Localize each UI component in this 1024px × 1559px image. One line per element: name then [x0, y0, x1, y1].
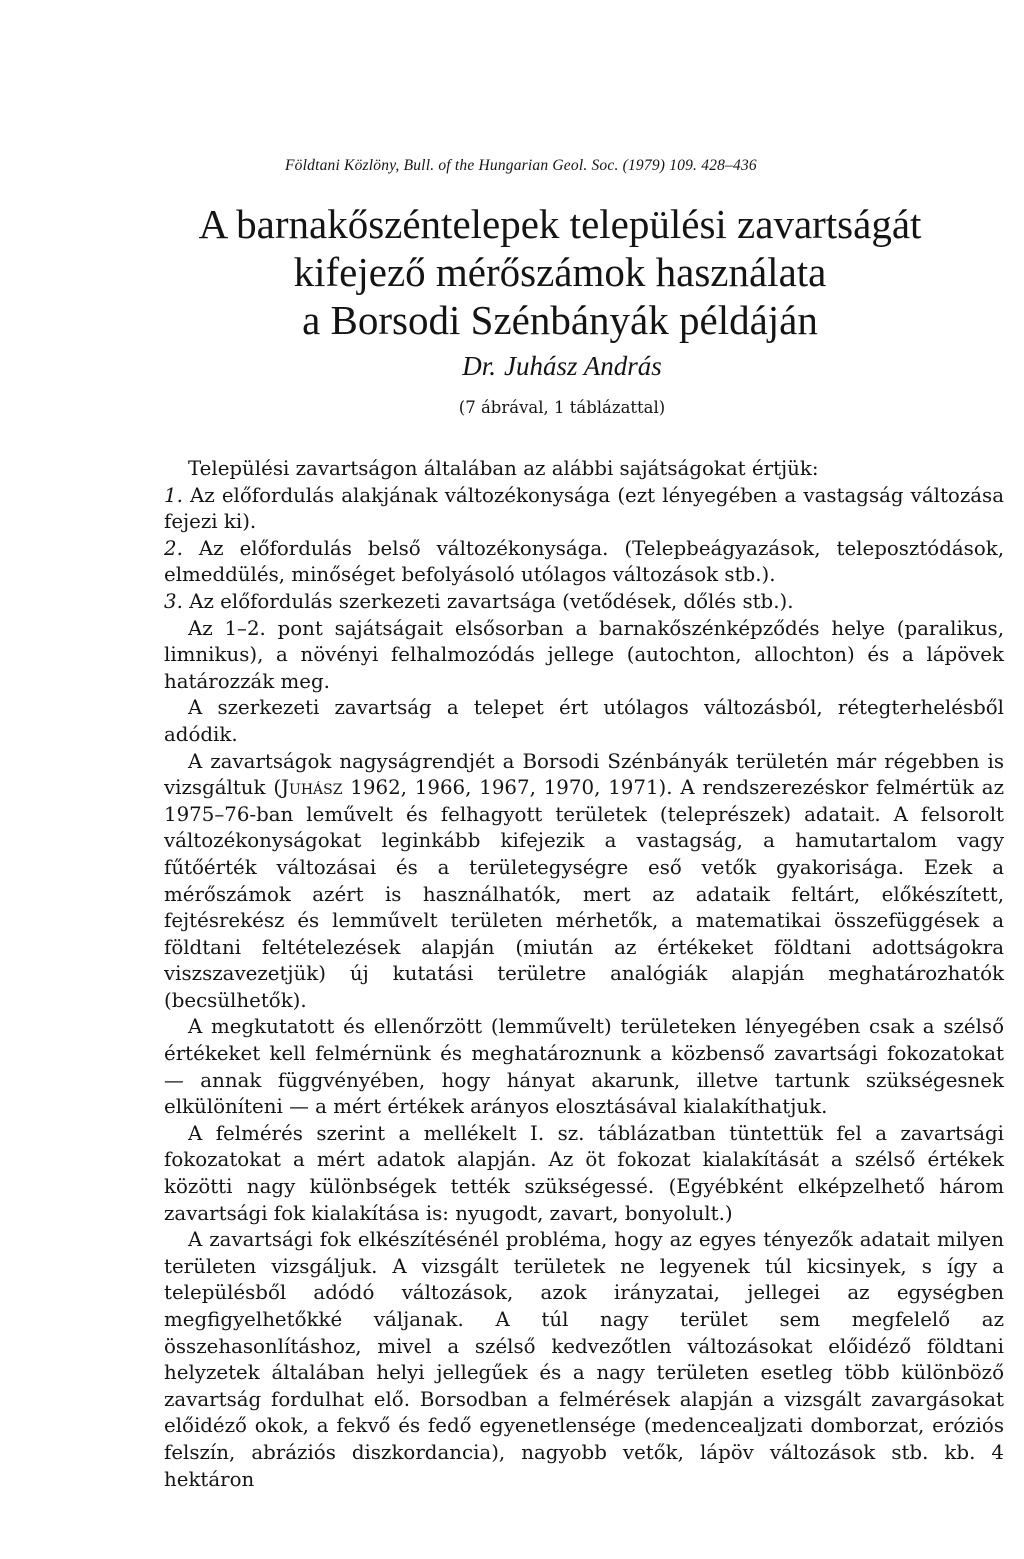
list-number: 1. — [164, 483, 183, 507]
title-line-2: kifejező mérőszámok használata — [293, 249, 827, 295]
title-line-3: a Borsodi Szénbányák példáján — [302, 297, 818, 343]
list-text: Az előfordulás alakjának változékonysága (ezt lényegében a vastagság változása fejezi ki). — [164, 483, 1004, 534]
author-prefix: Dr. — [462, 351, 496, 381]
article-body — [164, 456, 1004, 1493]
list-item-3 — [164, 589, 1004, 616]
article-title — [150, 200, 970, 344]
journal-header: Földtani Közlöny, Bull. of the Hungarian Geol. Soc. (1979) 109. 428–436 — [285, 157, 757, 174]
paragraph-5: A felmérés szerint a mellékelt I. sz. táblázatban tüntettük fel a zavartsági fokozatokat a mért adatok alapján. Az öt fokozat kialakítását a szélső értékek közötti nagy különbségek tették szükségessé. (Egyébként elképzelhető három zavartsági fok kialakítása is: nyugodt, zavart, bonyolult.) — [164, 1121, 1004, 1225]
cited-author: Juhász — [281, 776, 343, 800]
list-number: 2. — [164, 536, 183, 560]
paragraph-3-start: A zavartságok nagyságrendjét a Borsodi Szénbányák területén már régebben is vizsgáltuk ( — [164, 749, 1004, 800]
list-number: 3. — [164, 589, 183, 613]
list-item-1 — [164, 483, 1004, 536]
author-name: Juhász András — [503, 351, 662, 381]
paragraph-2: A szerkezeti zavartság a telepet ért utólagos változásból, rétegterhelésből adódik. — [164, 696, 1004, 746]
list-item-2 — [164, 536, 1004, 589]
title-line-1: A barnakőszéntelepek települési zavartságát — [198, 201, 922, 247]
list-text: Az előfordulás belső változékonysága. (Telepbeágyazások, teleposztódások, elmeddülés, minőséget befolyásoló utólagos változások stb.). — [164, 536, 1004, 587]
figures-note: (7 ábrával, 1 táblázattal) — [458, 398, 666, 417]
paragraph-6: A zavartsági fok elkészítésénél probléma, hogy az egyes tényezők adatait milyen területen vizsgáljuk. A vizsgált területek ne legyenek túl kicsinyek, s így a településből adódó változások, azok irányzatai, jellegei az egységben megfigyelhetőkké váljanak. A túl nagy terület sem megfelelő az összehasonlításhoz, mivel a szélső kedvezőtlen változásokat előidéző földtani helyzetek általában helyi jellegűek és a nagy területen esetleg több különböző zavartság fordulhat elő. Borsodban a felmérések alapján a vizsgált zavargásokat előidéző okok, a fekvő és fedő egyenetlensége (medencealjzati domborzat, eróziós felszín, abráziós diszkordancia), nagyobb vetők, lápöv változások stb. kb. 4 hektáron — [164, 1228, 1004, 1491]
author — [0, 351, 1024, 382]
paragraph-3 — [164, 749, 1004, 1015]
paragraph-1: Az 1–2. pont sajátságait elsősorban a barnakőszénképződés helye (paralikus, limnikus), a növényi felhalmozódás jellege (autochton, allochton) és a lápövek határozzák meg. — [164, 616, 1004, 693]
paragraph-4: A megkutatott és ellenőrzött (lemművelt) területeken lényegében csak a szélső értékeket kell felmérnünk és meghatároznunk a közbenső zavartsági fokozatokat — annak függvényében, hogy hányat akarunk, illetve tartunk szükségesnek elkülöníteni — a mért értékek arányos elosztásával kialakíthatjuk. — [164, 1015, 1004, 1119]
paragraph-3-rest: 1962, 1966, 1967, 1970, 1971). A rendszerezéskor felmértük az 1975–76-ban leművelt és felhagyott területek (teleprészek) adatait. A felsorolt változékonyságokat leginkább kifejezik a vastagság, a hamutartalom vagy fűtőérték változásai és a területegységre eső vetők gyakorisága. Ezek a mérőszámok azért is használhatók, mert az adataik feltárt, előkészített, fejtésrekész és lemművelt területen mérhetők, a matematikai összefüggések a földtani feltételezések alapján (miután az értékeket földtani adottságokra viszszavezetjük) új kutatási területre analógiák alapján meghatározhatók (becsülhetők). — [164, 776, 1004, 1012]
list-text: Az előfordulás szerkezeti zavartsága (vetődések, dőlés stb.). — [189, 589, 794, 613]
intro-paragraph: Települési zavartságon általában az alábbi sajátságokat értjük: — [188, 457, 819, 480]
